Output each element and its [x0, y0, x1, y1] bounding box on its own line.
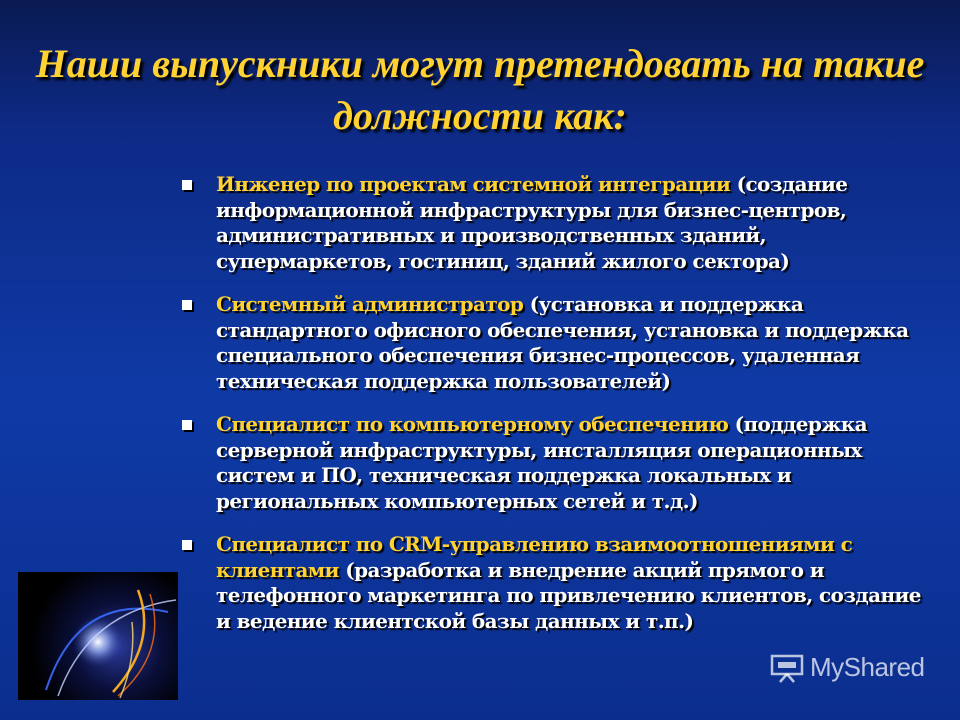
bullet-item [182, 532, 922, 634]
myshared-watermark [770, 652, 925, 683]
role-title: Инженер по проектам системной интеграции [216, 172, 731, 196]
role-description: (установка и поддержка стандартного офисного обеспечения, установка и поддержка специального обеспечения бизнес-процессов, удаленная техническая поддержка пользователей) [216, 292, 909, 393]
watermark-text: MyShared [810, 652, 925, 682]
role-description: (создание информационной инфраструктуры для бизнес-центров, административных и производственных зданий, супермаркетов, гостиниц, зданий жилого сектора) [216, 172, 848, 273]
bullet-list [182, 172, 922, 652]
decorative-light-arcs-image [18, 572, 178, 700]
role-title: Системный администратор [216, 292, 524, 316]
square-bullet-icon [182, 300, 192, 310]
role-description: (разработка и внедрение акций прямого и телефонного маркетинга по привлечению клиентов, создание и ведение клиентской базы данных и т.п.) [216, 557, 921, 633]
bullet-item [182, 412, 922, 514]
bullet-item [182, 172, 922, 274]
slide-title: Наши выпускники могут претендовать на такие должности как: [35, 41, 925, 138]
role-title: Специалист по компьютерному обеспечению [216, 412, 729, 436]
square-bullet-icon [182, 180, 192, 190]
presentation-board-icon [770, 653, 804, 683]
light-arcs-graphic [18, 572, 178, 700]
role-title: Специалист по CRM-управлению взаимоотношениями с клиентами [216, 532, 853, 582]
role-description: (поддержка серверной инфраструктуры, инсталляция операционных систем и ПО, техническая поддержка локальных и региональных компьютерных сетей и т.д.) [216, 412, 868, 513]
square-bullet-icon [182, 540, 192, 550]
bullet-item [182, 292, 922, 394]
square-bullet-icon [182, 420, 192, 430]
